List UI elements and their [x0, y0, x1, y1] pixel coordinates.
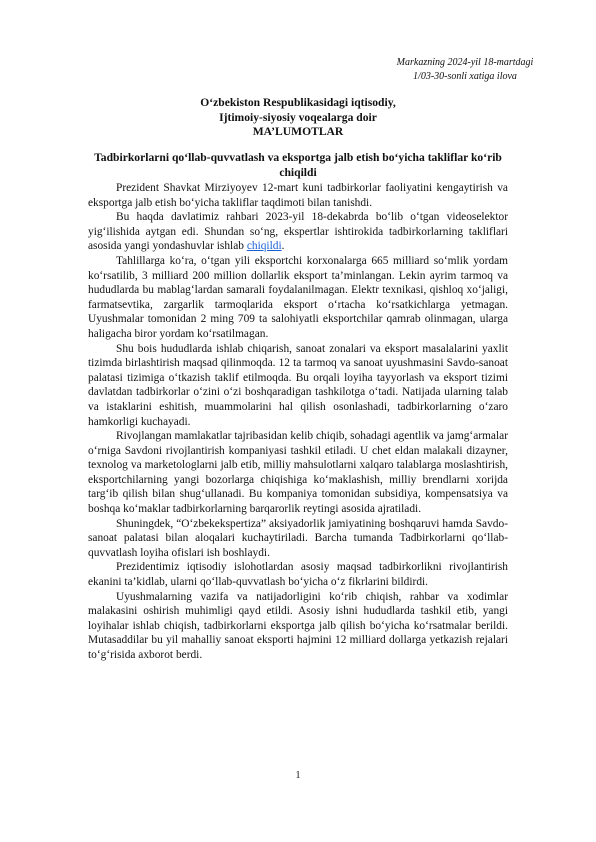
paragraph-8: Uyushmalarning vazifa va natijadorligini ko‘rib chiqish, rahbar va xodimlar malakasini oshirish muhimligi qayd etildi. Asosiy ishni hududlarda tashkil etib, yangi loyihalar ishlab chiqish, tadbirkorlarni eksportga jalb qilish bo‘yicha ko‘rsatmalar berildi. Mutasaddilar bu yil mahalliy sanoat eksporti hajmini 12 milliard dollarga yetkazish rejalari to‘g‘risida axborot berdi. — [88, 590, 508, 661]
header-line-1: O‘zbekiston Respublikasidagi iqtisodiy, — [200, 96, 396, 109]
source-link[interactable]: chiqildi — [246, 240, 282, 253]
header-line-3: MA’LUMOTLAR — [252, 125, 344, 138]
paragraph-2-text: Bu haqda davlatimiz rahbari 2023-yil 18-dekabrda bo‘lib o‘tgan videoselektor yig‘ilishida aytgan edi. Shundan so‘ng, ekspertlar ishtirokida tadbirkorlarning takliflari asosida yangi yondashuvlar ishlab — [88, 211, 508, 253]
paragraph-4: Shu bois hududlarda ishlab chiqarish, sanoat zonalari va eksport masalalarini yaxlit tizimda birlashtirish maqsad qilinmoqda. 12 ta tarmoq va sanoat uyushmasini Savdo-sanoat palatasi tizimiga o‘tkazish taklif etilmoqda. Bu orqali loyiha tayyorlash va eksport tizimi davlatdan tadbirkorlar o‘zini o‘zi boshqaradigan tashkilotga o‘tadi. Natijada ularning talab va istaklarini eshitish, muammolarini hal qilish osonlashadi, tadbirkorlarning o‘zaro hamkorligi kuchayadi. — [88, 342, 508, 428]
appendix-note — [370, 56, 560, 84]
paragraph-7: Prezidentimiz iqtisodiy islohotlardan asosiy maqsad tadbirkorlikni rivojlantirish ekanini ta’kidlab, ularni qo‘llab-quvvatlash bo‘yicha o‘z fikrlarini bildirdi. — [88, 561, 508, 589]
article-title: Tadbirkorlarni qo‘llab-quvvatlash va eksportga jalb etish bo‘yicha takliflar ko‘rib chiqildi — [94, 151, 502, 179]
paragraph-5: Rivojlangan mamlakatlar tajribasidan kelib chiqib, sohadagi agentlik va jamg‘armalar o‘rniga Savdoni rivojlantirish kompaniyasi tashkil etiladi. U chet eldan malakali dizayner, texnolog va marketologlarni jalb etib, milliy mahsulotlarni xalqaro talablarga moslashtirish, eksportchilarning yangi bozorlarga chiqishiga ko‘maklashish, milliy brendlarni xorijda targ‘ib qilish bilan shug‘ullanadi. Bu kompaniya tomonidan subsidiya, kompensatsiya va boshqa ko‘maklar tadbirkorlarning barqarorlik reytingi asosida ajratiladi. — [88, 430, 508, 516]
paragraph-3: Tahlillarga ko‘ra, o‘tgan yili eksportchi korxonalarga 665 milliard so‘mlik yordam ko‘rsatilib, 3 milliard 200 million dollarlik eksport ta’minlangan. Lekin ayrim tarmoq va hududlarda bu mablag‘lardan samarali foydalanilmagan. Elektr texnikasi, qishloq xo‘jaligi, farmatsevtika, zargarlik tarmoqlarida eksport o‘rtacha ko‘rsatkichlarga yetmagan. Uyushmalar tomonidan 2 ming 709 ta salohiyatli eksportchilar qamrab olinmagan, ularga haligacha biror yordam ko‘rsatilmagan. — [88, 254, 508, 340]
paragraph-2-end: . — [281, 240, 285, 253]
paragraph-6: Shuningdek, “O‘zbekekspertiza” aksiyadorlik jamiyatining boshqaruvi hamda Savdo-sanoat palatasi bilan aloqalari kuchaytiriladi. Barcha tumanda Tadbirkorlarni qo‘llab-quvvatlash loyiha ofislari ish boshlaydi. — [88, 517, 508, 559]
appendix-line-1: Markazning 2024-yil 18-martdagi — [396, 57, 534, 68]
page-number: 1 — [295, 770, 301, 781]
article-body — [88, 181, 508, 663]
appendix-line-2: 1/03-30-sonli xatiga ilova — [413, 71, 517, 82]
paragraph-1: Prezident Shavkat Mirziyoyev 12-mart kuni tadbirkorlar faoliyatini kengaytirish va eksportga jalb etish bo‘yicha takliflar taqdimoti bilan tanishdi. — [88, 182, 508, 209]
document-header — [88, 96, 508, 140]
header-line-2: Ijtimoiy-siyosiy voqealarga doir — [219, 110, 377, 124]
paragraph-2 — [88, 210, 508, 254]
